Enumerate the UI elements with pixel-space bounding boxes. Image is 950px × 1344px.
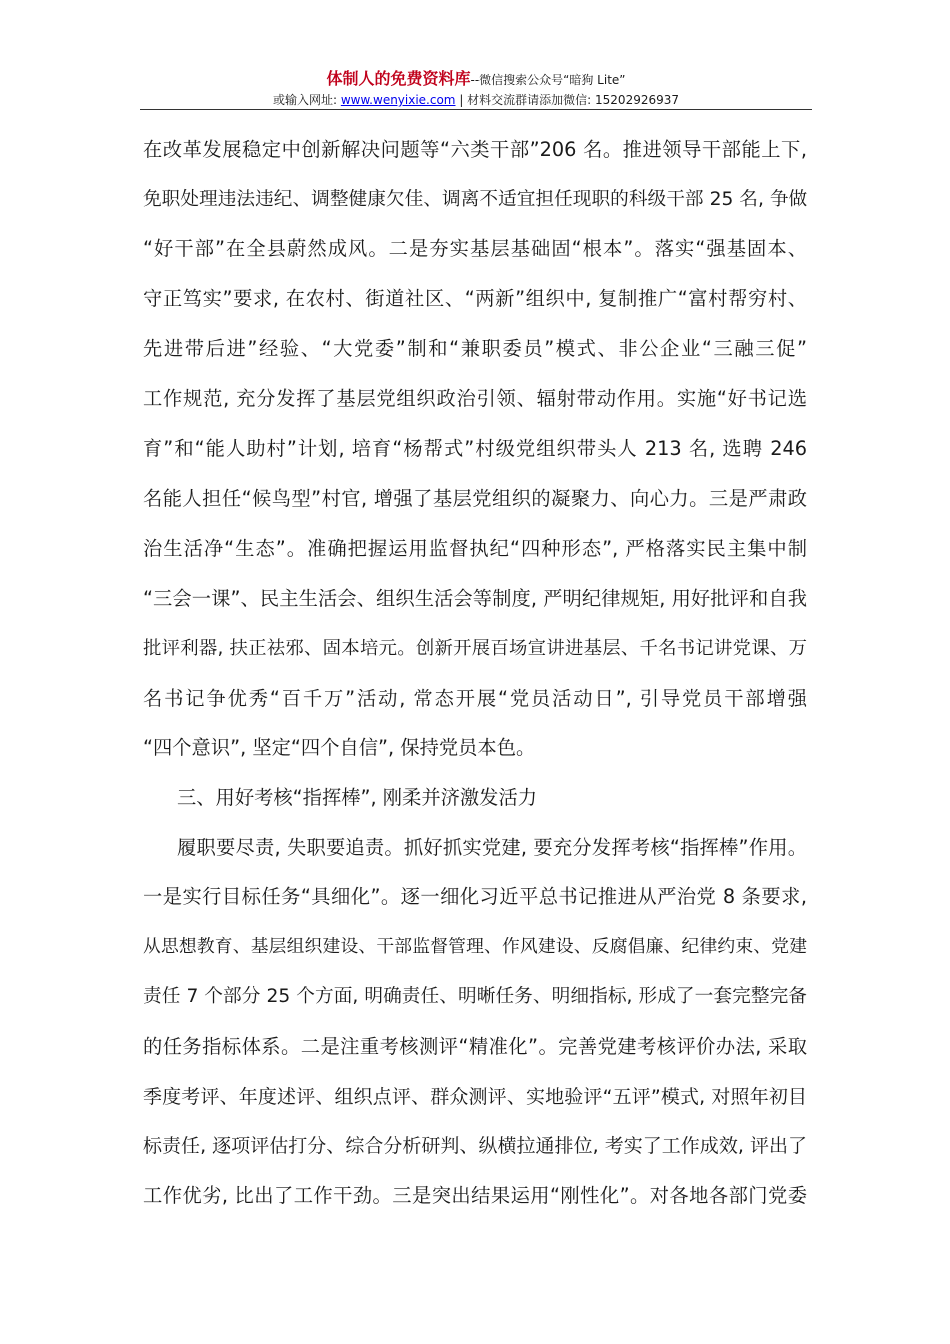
header-divider [140,109,812,110]
body-line: 季度考评、年度述评、组织点评、群众测评、实地验评“五评”模式, 对照年初目 [143,1086,807,1108]
body-line: 名书记争优秀“百千万”活动, 常态开展“党员活动日”, 引导党员干部增强 [143,687,807,710]
body-line: 治生活净“生态”。准确把握运用监督执纪“四种形态”, 严格落实民主集中制 [143,537,807,560]
body-line: “四个意识”, 坚定“四个自信”, 保持党员本色。 [143,736,536,759]
section-heading: 三、用好考核“指挥棒”, 刚柔并济激发活力 [177,786,538,809]
body-line: “好干部”在全县蔚然成风。二是夯实基层基础固“根本”。落实“强基固本、 [143,237,807,260]
header-brand: 体制人的免费资料库 [326,69,471,88]
body-line: 从思想教育、基层组织建设、干部监督管理、作风建设、反腐倡廉、纪律约束、党建 [143,936,807,957]
body-line: 工作规范, 充分发挥了基层党组织政治引领、辐射带动作用。实施“好书记选 [143,387,807,410]
body-line: 责任 7 个部分 25 个方面, 明确责任、明晰任务、明细指标, 形成了一套完整完备 [143,986,807,1007]
body-line: 守正笃实”要求, 在农村、街道社区、“两新”组织中, 复制推广“富村帮穷村、 [143,287,807,310]
body-line: 免职处理违法违纪、调整健康欠佳、调离不适宜担任现职的科级干部 25 名, 争做 [143,189,808,210]
body-line: 工作优劣, 比出了工作干劲。三是突出结果运用“刚性化”。对各地各部门党委 [143,1184,807,1207]
header-contact-line [140,92,812,108]
body-line: 育”和“能人助村”计划, 培育“杨帮式”村级党组织带头人 213 名, 选聘 246 [143,437,807,460]
website-link[interactable]: www.wenyixie.com [340,93,456,107]
page-header [140,70,812,108]
body-line: 一是实行目标任务“具细化”。逐一细化习近平总书记推进从严治党 8 条要求, [143,885,807,908]
body-line: 标责任, 逐项评估打分、综合分析研判、纵横拉通排位, 考实了工作成效, 评出了 [143,1135,807,1157]
body-line: 批评利器, 扶正祛邪、固本培元。创新开展百场宣讲进基层、千名书记讲党课、万 [143,638,807,659]
header-title-line [140,70,812,90]
body-line: 名能人担任“候鸟型”村官, 增强了基层党组织的凝聚力、向心力。三是严肃政 [143,487,807,510]
header-tagline: --微信搜索公众号“暗狗 Lite” [470,73,626,87]
paragraph-first-line: 履职要尽责, 失职要追责。抓好抓实党建, 要充分发挥考核“指挥棒”作用。 [177,836,807,859]
body-line: 的任务指标体系。二是注重考核测评“精准化”。完善党建考核评价办法, 采取 [143,1035,807,1058]
header-url-prefix: 或输入网址: [272,93,341,107]
body-line: “三会一课”、民主生活会、组织生活会等制度, 严明纪律规矩, 用好批评和自我 [143,587,807,610]
header-wechat-info: | 材料交流群请添加微信: 15202926937 [455,93,680,107]
body-line: 先进带后进”经验、“大党委”制和“兼职委员”模式、非公企业“三融三促” [143,337,807,360]
body-line: 在改革发展稳定中创新解决问题等“六类干部”206 名。推进领导干部能上下, [143,138,807,161]
